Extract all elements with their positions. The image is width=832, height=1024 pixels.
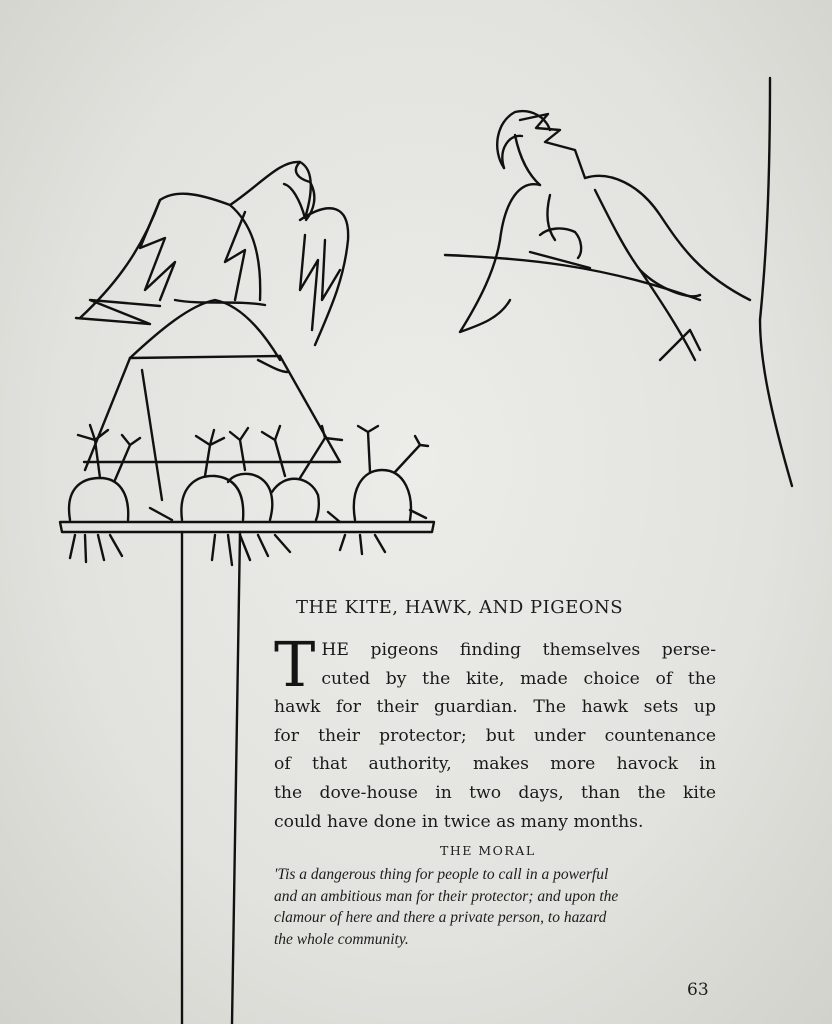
body-line-3: hawk for their guardian. The hawk sets up	[274, 697, 716, 718]
hawk-drawing	[76, 162, 348, 345]
moral-line-4: the whole community.	[274, 930, 409, 948]
page-number: 63	[687, 980, 709, 1000]
moral-line-1: 'Tis a dangerous thing for people to call in a powerful	[274, 866, 609, 883]
moral-line-3: clamour of here and there a private person, to hazard	[274, 909, 607, 926]
fable-title: THE KITE, HAWK, AND PIGEONS	[296, 597, 624, 618]
moral-line-2: and an ambitious man for their protector; and upon the	[274, 887, 619, 905]
body-line-2: cuted by the kite, made choice of the	[321, 668, 716, 689]
body-line-7: could have done in twice as many months.	[274, 811, 644, 832]
kite-drawing	[445, 78, 792, 486]
pigeons-drawing	[69, 425, 428, 565]
fable-body	[274, 628, 716, 836]
drop-cap: T	[274, 628, 316, 701]
moral-text	[274, 864, 716, 950]
body-line-5: of that authority, makes more havock in	[274, 754, 716, 775]
body-line-1: HE pigeons finding themselves perse-	[321, 640, 716, 660]
moral-heading: THE MORAL	[440, 843, 536, 858]
body-line-4: for their protector; but under countenance	[274, 725, 716, 746]
body-line-6: the dove-house in two days, than the kite	[274, 782, 716, 803]
